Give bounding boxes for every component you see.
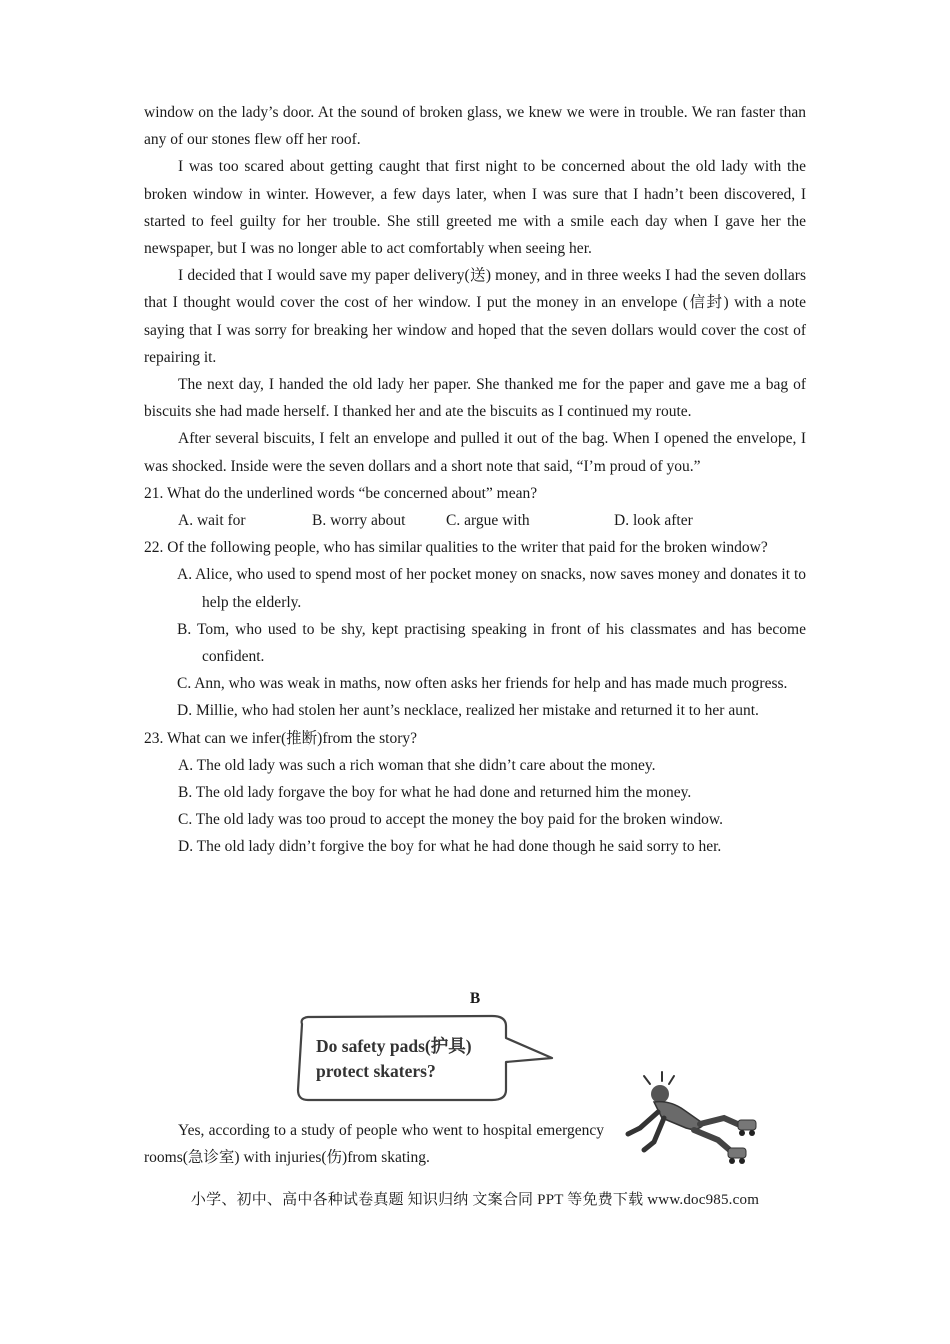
speech-bubble-figure	[280, 1012, 570, 1107]
question-21-stem: 21. What do the underlined words “be concerned about” mean?	[144, 484, 538, 502]
passage-paragraph-3: I decided that I would save my paper delivery(送) money, and in three weeks I had the seven dollars that I thought would cover the cost of her window. I put the money in an envelope (信封) with a note saying that I was sorry for breaking her window and hoped that the seven dollars would cover the cost of repairing it.	[144, 267, 806, 366]
question-22-option-d: D. Millie, who had stolen her aunt’s necklace, realized her mistake and returned it to her aunt.	[177, 702, 759, 720]
question-21-option-d: D. look after	[614, 512, 693, 530]
passage-paragraph-4: The next day, I handed the old lady her paper. She thanked me for the paper and gave me a bag of biscuits she had made herself. I thanked her and ate the biscuits as I continued my route.	[144, 376, 806, 421]
question-22-option-c: C. Ann, who was weak in maths, now often asks her friends for help and has made much progress.	[177, 675, 788, 693]
passage-paragraph-5: After several biscuits, I felt an envelope and pulled it out of the bag. When I opened the envelope, I was shocked. Inside were the seven dollars and a short note that said, “I’m proud of you.”	[144, 430, 806, 475]
question-21-option-b: B. worry about	[312, 512, 406, 530]
question-23-option-a: A. The old lady was such a rich woman that she didn’t care about the money.	[178, 756, 656, 774]
question-21-option-c: C. argue with	[446, 512, 530, 530]
bubble-text-line-1: Do safety pads(护具)	[316, 1036, 472, 1056]
passage-paragraph-2: I was too scared about getting caught that first night to be concerned about the old lady with the broken window in winter. However, a few days later, when I was sure that I hadn’t been discovered, I started to feel guilty for her trouble. She still greeted me with a smile each day when I gave her the newspaper, but I was no longer able to act comfortably when seeing her.	[144, 158, 806, 258]
question-23-option-d: D. The old lady didn’t forgive the boy for what he had done though he said sorry to her.	[178, 838, 722, 856]
question-23-stem: 23. What can we infer(推断)from the story?	[144, 729, 418, 747]
passage-paragraph-1: window on the lady’s door. At the sound of broken glass, we knew we were in trouble. We ran faster than any of our stones flew off her roof.	[144, 104, 806, 149]
question-21-option-a: A. wait for	[178, 512, 246, 530]
reading-passage	[144, 99, 806, 861]
question-22-option-b: B. Tom, who used to be shy, kept practising speaking in front of his classmates and has become confident.	[177, 620, 806, 666]
footer-text: 小学、初中、高中各种试卷真题 知识归纳 文案合同 PPT 等免费下载 www.doc985.com	[190, 1192, 760, 1208]
question-23-option-b: B. The old lady forgave the boy for what he had done and returned him the money.	[178, 784, 692, 802]
bubble-text-line-2: protect skaters?	[316, 1061, 436, 1081]
question-23-option-c: C. The old lady was too proud to accept the money the boy paid for the broken window.	[178, 811, 723, 829]
section-b-title: B	[469, 990, 481, 1007]
question-22-option-a: A. Alice, who used to spend most of her pocket money on snacks, now saves money and donates it to help the elderly.	[177, 566, 806, 611]
section-b-answer: Yes, according to a study of people who went to hospital emergency rooms(急诊室) with injuries(伤)from skating.	[144, 1122, 604, 1167]
question-22-stem: 22. Of the following people, who has similar qualities to the writer that paid for the broken window?	[144, 539, 768, 557]
question-21-options	[144, 507, 806, 534]
falling-skater-icon	[614, 1070, 764, 1170]
